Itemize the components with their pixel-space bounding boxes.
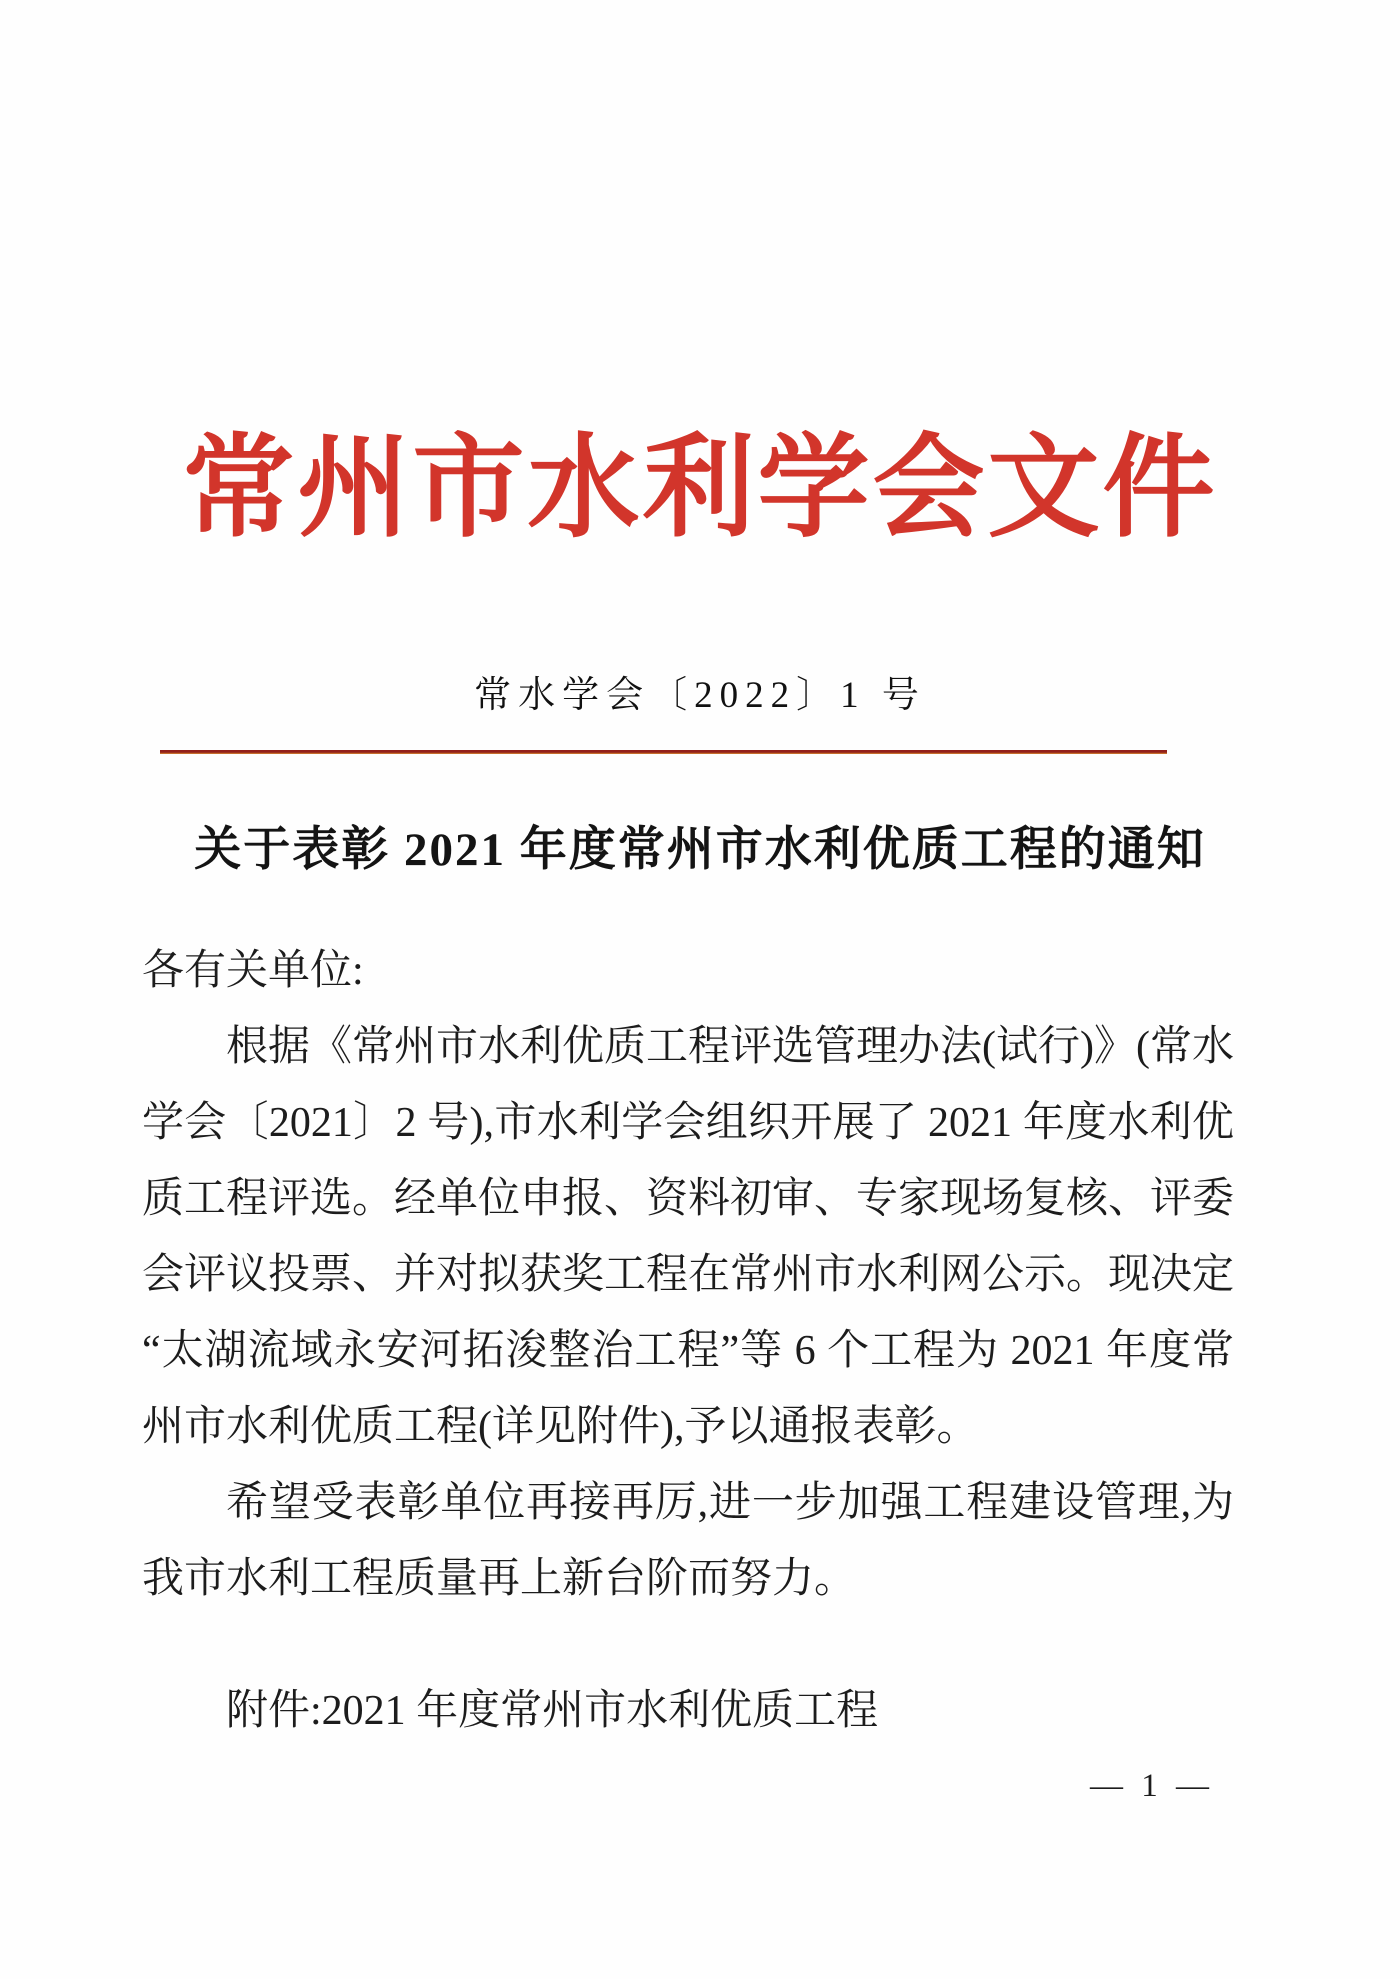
attachment-line: 附件:2021 年度常州市水利优质工程 <box>226 1688 879 1734</box>
notice-title: 关于表彰 2021 年度常州市水利优质工程的通知 <box>194 824 1206 876</box>
notice-body <box>142 933 1234 1749</box>
red-separator-line <box>160 750 1167 754</box>
body-paragraph: 根据《常州市水利优质工程评选管理办法(试行)》(常水学会〔2021〕2 号),市水利学会组织开展了 2021 年度水利优质工程评选。经单位申报、资料初审、专家现场复核、评委会评议投票、并对拟获奖工程在常州市水利网公示。现决定“太湖流域永安河拓浚整治工程”等 6 个工程为 2021 年度常州市水利优质工程(详见附件),予以通报表彰。 <box>142 1024 1235 1450</box>
page-number: — 1 — <box>1090 1768 1214 1804</box>
document-number: 常水学会〔2022〕1 号 <box>474 675 926 716</box>
agency-header-title: 常州市水利学会文件 <box>182 427 1218 551</box>
body-paragraph: 希望受表彰单位再接再厉,进一步加强工程建设管理,为我市水利工程质量再上新台阶而努力。 <box>142 1480 1234 1602</box>
salutation: 各有关单位: <box>142 948 364 994</box>
